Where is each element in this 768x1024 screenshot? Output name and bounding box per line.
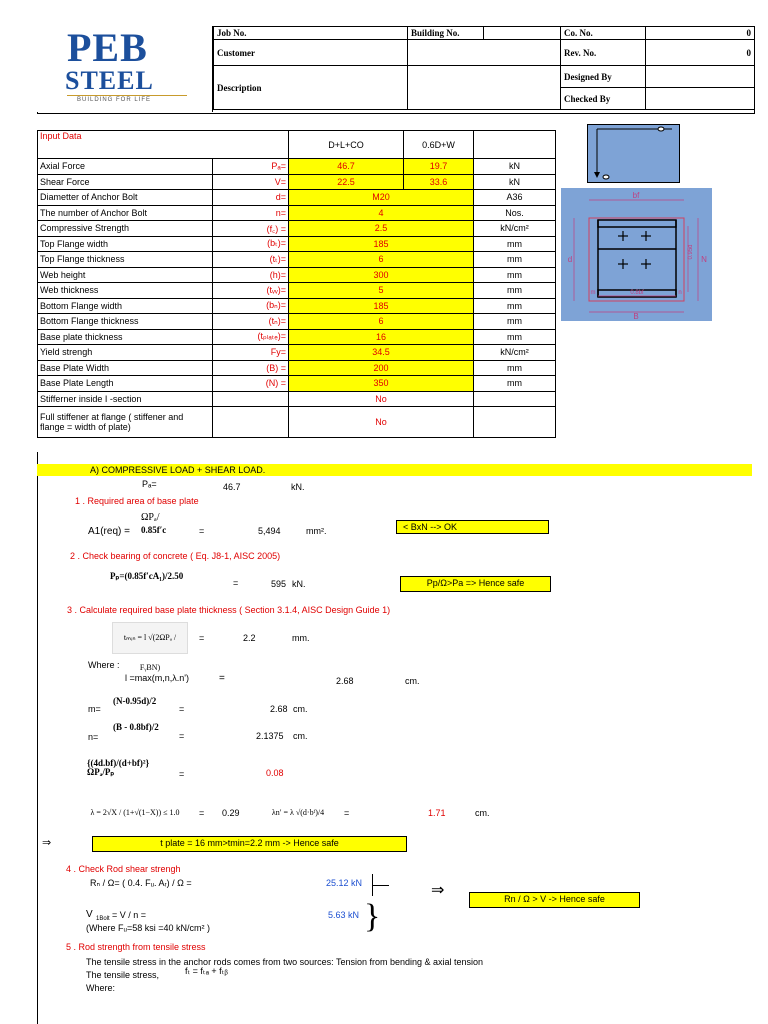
input-unit: kN/cm²: [474, 345, 556, 361]
brace-icon: }: [364, 898, 381, 935]
step-4-title: 4 . Check Rod shear strengh: [66, 864, 181, 874]
input-unit: mm: [474, 252, 556, 268]
x-equals: =: [179, 769, 185, 779]
input-label: The number of Anchor Bolt: [38, 205, 213, 221]
input-unit: [474, 407, 556, 438]
input-row: [38, 283, 556, 299]
lambda-np-formula: λn′ = λ √(d·bᶠ)/4: [271, 808, 325, 817]
s4-result-box: Rn / Ω > V -> Hence safe: [469, 892, 640, 908]
input-row: [38, 221, 556, 237]
input-symbol: n=: [213, 205, 289, 221]
input-value: 350: [289, 376, 474, 392]
pa-symbol: Pₐ=: [142, 479, 157, 489]
company-logo: [37, 26, 213, 112]
input-value: 6: [289, 252, 474, 268]
input-label: Axial Force: [38, 159, 213, 175]
s1-equals: =: [199, 526, 205, 536]
m-formula: (N-0.95d)/2: [113, 696, 157, 706]
input-label: Full stiffener at flange ( stiffener and flange = width of plate): [38, 407, 213, 438]
moment-icon: [603, 175, 609, 179]
s4-v-value: 5.63 kN: [328, 910, 360, 920]
elevation-background: [588, 125, 680, 183]
dim-095d-label: 0.95d: [688, 244, 694, 260]
s4-v-sub: 1Bolt: [96, 916, 110, 922]
x-formula-bottom: ΩPₐ/Pₚ: [87, 767, 115, 777]
input-symbol: Pₐ=: [213, 159, 289, 175]
step-5-title: 5 . Rod strength from tensile stress: [66, 942, 206, 952]
input-value: 5: [289, 283, 474, 299]
dim-08bf-label: 0.8bf: [630, 290, 644, 296]
input-symbol: (tₚₗₐₜₑ)=: [213, 329, 289, 345]
input-label: Top Flange width: [38, 236, 213, 252]
input-unit: Nos.: [474, 205, 556, 221]
logo-tagline: BUILDING FOR LIFE: [77, 97, 152, 103]
input-symbol: V=: [213, 174, 289, 190]
s3-result-box: t plate = 16 mm>tmin=2.2 mm -> Hence safe: [92, 836, 407, 852]
input-unit: kN/cm²: [474, 221, 556, 237]
s4-v-rest: = V / n =: [112, 910, 147, 920]
s1-value: 5,494: [258, 526, 281, 536]
implies-arrow-icon: ⇒: [42, 837, 52, 849]
s4-formula: Rₙ / Ω= ( 0.4. Fᵤ. Aᵣ) / Ω =: [90, 878, 192, 888]
input-label: Base Plate Width: [38, 360, 213, 376]
s3-equals: =: [199, 633, 205, 643]
input-label: Yield strengh: [38, 345, 213, 361]
where-label: Where :: [88, 660, 120, 670]
s5-where: Where:: [86, 983, 116, 993]
input-label: Diametter of Anchor Bolt: [38, 190, 213, 206]
s2-unit: kN.: [292, 579, 306, 589]
input-value: 185: [289, 298, 474, 314]
l-unit: cm.: [405, 676, 420, 686]
input-unit: mm: [474, 267, 556, 283]
step-3-title: 3 . Calculate required base plate thickness ( Section 3.1.4, AISC Design Guide 1): [67, 605, 391, 615]
checked-by-value: [645, 88, 754, 110]
s4-where: (Where Fᵤ=58 ksi =40 kN/cm² ): [86, 923, 210, 933]
input-value: 300: [289, 267, 474, 283]
rev-no-value: 0: [645, 40, 754, 66]
input-value: No: [289, 391, 474, 407]
input-label: Base plate thickness: [38, 329, 213, 345]
input-value-06dw: 33.6: [404, 174, 474, 190]
moment-icon: [658, 127, 664, 131]
s5-line-2: The tensile stress,: [86, 970, 160, 980]
s1-unit: mm².: [306, 526, 327, 536]
step-1-title: 1 . Required area of base plate: [75, 496, 199, 506]
input-unit: kN: [474, 174, 556, 190]
input-row: [38, 252, 556, 268]
input-row: [38, 391, 556, 407]
input-symbol: (bₙ)=: [213, 298, 289, 314]
s3-formula-image: tₘᵢₙ = l √(2ΩPₐ / FᵧBN): [112, 622, 188, 654]
checked-by-label: Checked By: [561, 88, 646, 110]
input-value-dlco: 46.7: [289, 159, 404, 175]
s3-unit: mm.: [292, 633, 310, 643]
s4-v-lhs: V: [86, 909, 93, 920]
s2-result-box: Pp/Ω>Pa => Hence safe: [400, 576, 551, 592]
input-value-06dw: 19.7: [404, 159, 474, 175]
col-06dw: 0.6D+W: [404, 131, 474, 159]
input-label: Bottom Flange width: [38, 298, 213, 314]
input-unit: [474, 391, 556, 407]
dim-b-label: B: [633, 312, 639, 321]
input-unit: A36: [474, 190, 556, 206]
input-value: 185: [289, 236, 474, 252]
building-no-value: [484, 27, 561, 40]
input-unit: mm: [474, 329, 556, 345]
input-symbol: [213, 391, 289, 407]
logo-peb-text: PEB: [67, 25, 148, 70]
pa-unit: kN.: [291, 482, 305, 492]
input-label: Web thickness: [38, 283, 213, 299]
input-symbol: [213, 407, 289, 438]
bracket-arm: [372, 885, 389, 886]
input-symbol: (B) =: [213, 360, 289, 376]
input-row: [38, 345, 556, 361]
m-equals: =: [179, 704, 185, 714]
customer-label: Customer: [214, 40, 408, 66]
logo-rule: [67, 95, 187, 96]
input-row: [38, 174, 556, 190]
co-no-label: Co. No.: [561, 27, 646, 40]
co-no-value: 0: [645, 27, 754, 40]
m-lhs: m=: [88, 704, 101, 714]
s1-lhs: A1(req) =: [88, 526, 130, 537]
n-formula: (B - 0.8bf)/2: [113, 722, 159, 732]
input-row: [38, 314, 556, 330]
designed-by-value: [645, 66, 754, 88]
dim-bf-label: bf: [632, 191, 640, 200]
dim-n-label: N: [701, 255, 707, 264]
x-value: 0.08: [266, 768, 284, 778]
job-no-label: Job No.: [214, 27, 408, 40]
s1-result-box: < BxN --> OK: [396, 520, 549, 534]
input-row: [38, 360, 556, 376]
input-label: Shear Force: [38, 174, 213, 190]
s1-denominator: 0.85f′c: [141, 525, 167, 535]
input-value-dlco: 22.5: [289, 174, 404, 190]
x-formula-top: {(4d.bf)/(d+bf)²}: [87, 758, 150, 768]
rev-no-label: Rev. No.: [561, 40, 646, 66]
input-symbol: Fy=: [213, 345, 289, 361]
input-symbol: (f꜀) =: [213, 221, 289, 237]
title-block-table: [213, 26, 755, 110]
building-no-label: Building No.: [407, 27, 484, 40]
input-row: [38, 159, 556, 175]
m-unit: cm.: [293, 704, 308, 714]
s2-equals: =: [233, 578, 239, 588]
s2-formula: Pₚ=(0.85f′cA₁)/2.50: [110, 571, 184, 581]
base-plate-plan-diagram: [561, 188, 712, 321]
input-value: 200: [289, 360, 474, 376]
input-value: 34.5: [289, 345, 474, 361]
pa-value: 46.7: [223, 482, 241, 492]
input-unit: mm: [474, 376, 556, 392]
lambda-formula: λ = 2√X / (1+√(1−X)) ≤ 1.0: [90, 808, 180, 817]
input-unit: mm: [474, 360, 556, 376]
l-value: 2.68: [336, 676, 354, 686]
input-symbol: (h)=: [213, 267, 289, 283]
logo-steel-text: STEEL: [65, 66, 154, 95]
input-row: [38, 376, 556, 392]
s5-line-1: The tensile stress in the anchor rods comes from two sources: Tension from bending & axial tension: [86, 957, 484, 967]
input-label: Bottom Flange thickness: [38, 314, 213, 330]
input-symbol: (bₜ)=: [213, 236, 289, 252]
input-value: 6: [289, 314, 474, 330]
designed-by-label: Designed By: [561, 66, 646, 88]
n-lhs: n=: [88, 732, 99, 742]
input-value: M20: [289, 190, 474, 206]
input-symbol: (tₜ)=: [213, 252, 289, 268]
input-unit: mm: [474, 236, 556, 252]
input-row: [38, 190, 556, 206]
input-value: No: [289, 407, 474, 438]
input-row: [38, 407, 556, 438]
lambda-np-unit: cm.: [475, 808, 490, 818]
lambda-equals: =: [199, 808, 205, 818]
s2-value: 595: [271, 579, 287, 589]
s3-value: 2.2: [243, 633, 256, 643]
m-value: 2.68: [270, 704, 288, 714]
n-value: 2.1375: [256, 731, 284, 741]
s1-omega-pa: ΩPₐ/: [141, 512, 160, 523]
input-symbol: (tₙ)=: [213, 314, 289, 330]
col-unit-head: [474, 131, 556, 159]
input-row: [38, 298, 556, 314]
dim-d-label: d: [567, 255, 573, 264]
dim-n2-label: n: [678, 290, 682, 296]
input-label: Base Plate Length: [38, 376, 213, 392]
l-formula: l =max(m,n,λ.n'): [125, 673, 189, 683]
s4-value: 25.12 kN: [326, 878, 363, 888]
s5-formula: fₜ = fₜₐ + fₜᵦ: [185, 966, 228, 976]
input-label: Top Flange thickness: [38, 252, 213, 268]
input-row: [38, 205, 556, 221]
left-border-line: [37, 452, 38, 1024]
lambda-value: 0.29: [222, 808, 240, 818]
input-label: Web height: [38, 267, 213, 283]
section-a-title: A) COMPRESSIVE LOAD + SHEAR LOAD.: [90, 465, 266, 475]
description-label: Description: [214, 66, 408, 110]
input-value: 4: [289, 205, 474, 221]
lambda-np-equals: =: [344, 808, 350, 818]
input-symbol: d=: [213, 190, 289, 206]
input-unit: kN: [474, 159, 556, 175]
input-row: [38, 329, 556, 345]
dim-m-label: m: [590, 290, 596, 296]
input-unit: mm: [474, 298, 556, 314]
col-dlco: D+L+CO: [289, 131, 404, 159]
customer-value: [407, 40, 560, 66]
input-label: Stifferner inside I -section: [38, 391, 213, 407]
s4-arrow-icon: ⇒: [431, 882, 445, 899]
input-label: Compressive Strength: [38, 221, 213, 237]
input-symbol: (N) =: [213, 376, 289, 392]
l-equals: =: [219, 673, 225, 684]
input-value: 2.5: [289, 221, 474, 237]
description-value: [407, 66, 560, 110]
column-elevation-diagram: [587, 124, 681, 183]
n-equals: =: [179, 731, 185, 741]
input-data-table: [37, 130, 556, 438]
input-row: [38, 267, 556, 283]
input-symbol: (tᵥᵥ)=: [213, 283, 289, 299]
input-unit: mm: [474, 314, 556, 330]
input-unit: mm: [474, 283, 556, 299]
n-unit: cm.: [293, 731, 308, 741]
input-value: 16: [289, 329, 474, 345]
input-data-title: Input Data: [38, 131, 289, 159]
input-row: [38, 236, 556, 252]
lambda-np-value: 1.71: [428, 808, 446, 818]
step-2-title: 2 . Check bearing of concrete ( Eq. J8-1, AISC 2005): [70, 551, 281, 561]
